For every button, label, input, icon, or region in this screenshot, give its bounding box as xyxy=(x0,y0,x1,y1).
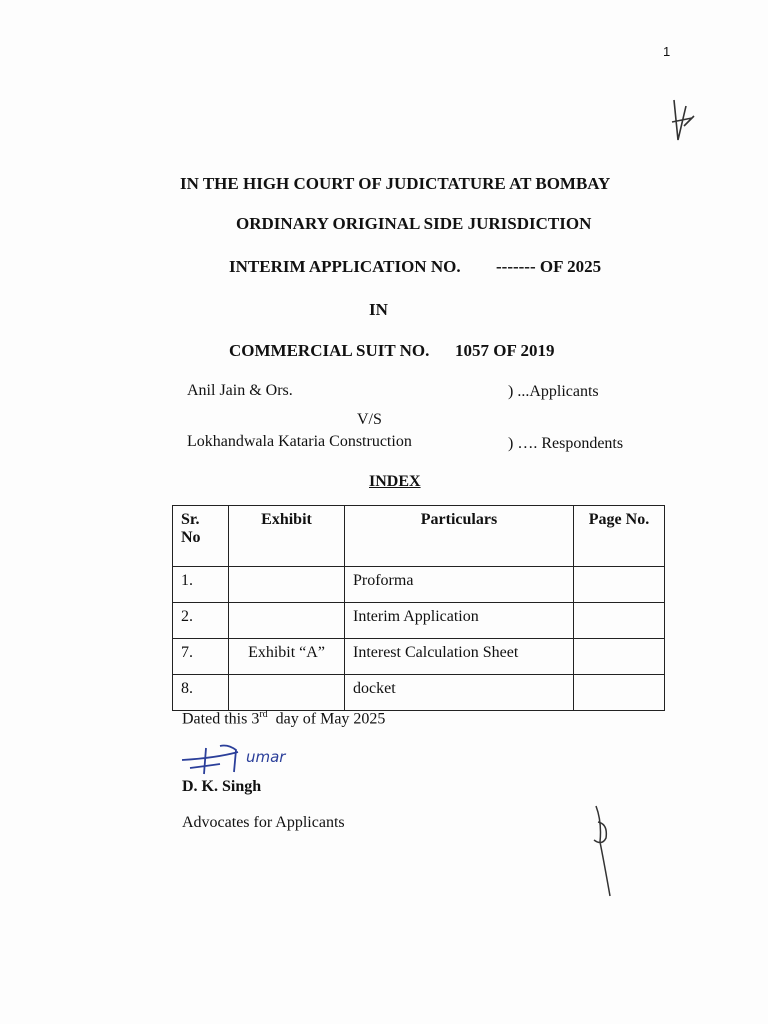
cell-sr: 2. xyxy=(173,603,229,639)
table-row xyxy=(173,675,665,711)
versus: V/S xyxy=(357,411,382,428)
signatory-name: D. K. Singh xyxy=(182,778,262,795)
table-row xyxy=(173,603,665,639)
header-particulars: Particulars xyxy=(345,506,574,567)
cell-particulars: Interim Application xyxy=(345,603,574,639)
header-exhibit: Exhibit xyxy=(229,506,345,567)
cell-page xyxy=(574,603,665,639)
cell-sr: 8. xyxy=(173,675,229,711)
dated-rest: day of May 2025 xyxy=(267,710,386,728)
dated-line xyxy=(182,709,385,728)
in-connector: IN xyxy=(369,300,388,319)
header-page-no: Page No. xyxy=(574,506,665,567)
court-heading: IN THE HIGH COURT OF JUDICTATURE AT BOMBAY xyxy=(180,174,611,193)
respondent-role: ) …. Respondents xyxy=(508,435,624,452)
suit-label: COMMERCIAL SUIT NO. xyxy=(229,341,430,360)
signature-text: umar xyxy=(246,748,286,766)
applicant-role: ) ...Applicants xyxy=(508,383,599,400)
cell-exhibit xyxy=(229,675,345,711)
cell-page xyxy=(574,639,665,675)
applicant-name: Anil Jain & Ors. xyxy=(187,382,293,399)
application-label: INTERIM APPLICATION NO. xyxy=(229,257,461,276)
index-title: INDEX xyxy=(369,473,421,490)
cell-particulars: Proforma xyxy=(345,567,574,603)
cell-exhibit xyxy=(229,567,345,603)
initials-mark-bottom xyxy=(588,802,618,898)
respondent-name: Lokhandwala Kataria Construction xyxy=(187,433,412,450)
dated-ordinal: rd xyxy=(259,709,268,720)
signature xyxy=(176,738,306,782)
advocates-line: Advocates for Applicants xyxy=(182,814,345,831)
page-number: 1 xyxy=(663,44,671,59)
application-number: ------- OF 2025 xyxy=(496,257,602,276)
dated-prefix: Dated this 3 xyxy=(182,710,260,728)
cell-sr: 7. xyxy=(173,639,229,675)
cell-exhibit: Exhibit “A” xyxy=(229,639,345,675)
cell-particulars: Interest Calculation Sheet xyxy=(345,639,574,675)
suit-number: 1057 OF 2019 xyxy=(455,341,555,360)
cell-exhibit xyxy=(229,603,345,639)
table-header-row xyxy=(173,506,665,567)
cell-page xyxy=(574,675,665,711)
header-sr-no: Sr. No xyxy=(173,506,229,567)
cell-sr: 1. xyxy=(173,567,229,603)
cell-page xyxy=(574,567,665,603)
index-table xyxy=(172,505,665,711)
jurisdiction-heading: ORDINARY ORIGINAL SIDE JURISDICTION xyxy=(236,214,592,233)
table-row xyxy=(173,639,665,675)
cell-particulars: docket xyxy=(345,675,574,711)
initials-mark-top xyxy=(668,96,698,152)
table-row xyxy=(173,567,665,603)
